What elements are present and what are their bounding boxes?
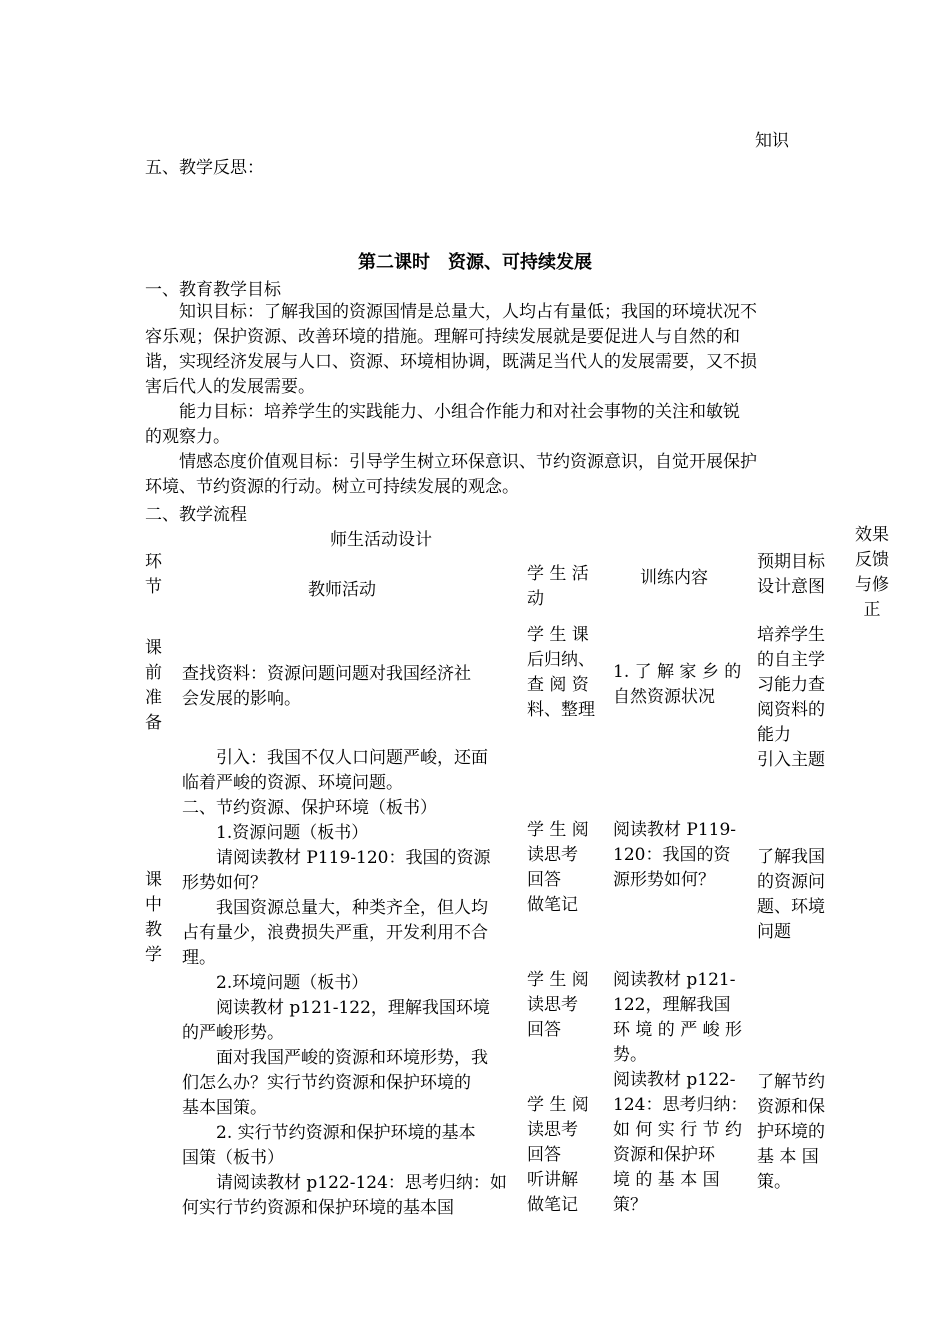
- student-line: 回答: [527, 1145, 561, 1165]
- student-line: 回答: [527, 870, 561, 890]
- stage-char: 中: [145, 895, 162, 915]
- training-line: 境 的 基 本 国: [613, 1170, 720, 1190]
- training-line: 阅读教材 p122-: [613, 1070, 736, 1090]
- in-class-student-a: [527, 818, 589, 918]
- stage-header-char: 节: [145, 577, 162, 597]
- student-line: 做笔记: [527, 1195, 578, 1215]
- teacher-line: 的严峻形势。: [182, 1023, 284, 1043]
- intent-header-line: 设计意图: [757, 577, 825, 597]
- intent-line: 的资源问: [757, 872, 825, 892]
- intent-line: 阅资料的: [757, 700, 825, 720]
- intent-line: 习能力查: [757, 675, 825, 695]
- teacher-activity-header: 教师活动: [308, 580, 376, 600]
- stage-char: 准: [145, 688, 162, 708]
- intent-line: 培养学生: [757, 625, 825, 645]
- student-line: 读思考: [527, 1120, 578, 1140]
- feedback-header-line: 正: [863, 600, 881, 620]
- emotion-line: 环境、节约资源的行动。树立可持续发展的观念。: [145, 477, 519, 497]
- intent-line: 了解我国: [757, 847, 825, 867]
- in-class-intent-c: [757, 1070, 825, 1195]
- student-line: 查 阅 资: [527, 675, 589, 695]
- knowledge-line: 害后代人的发展需要。: [145, 377, 315, 397]
- intent-line: 了解节约: [757, 1072, 825, 1092]
- student-line: 学 生 阅: [527, 970, 589, 990]
- intent-header: [757, 550, 825, 600]
- student-line: 学 生 阅: [527, 1095, 589, 1115]
- in-class-training-b: [613, 968, 742, 1068]
- training-line: 资源和保护环: [613, 1145, 715, 1165]
- training-line: 策？: [613, 1195, 647, 1215]
- training-line: 势。: [613, 1045, 647, 1065]
- teacher-line: 我国资源总量大，种类齐全，但人均: [182, 898, 488, 918]
- teacher-line: 阅读教材 p121-122，理解我国环境: [182, 998, 490, 1018]
- intent-line: 的自主学: [757, 650, 825, 670]
- intent-header-line: 预期目标: [757, 552, 825, 572]
- ability-objective: [145, 400, 740, 450]
- stage-char: 学: [145, 945, 162, 965]
- emotion-line: 情感态度价值观目标：引导学生树立环保意识、节约资源意识，自觉开展保护: [179, 452, 757, 472]
- teacher-line: 临着严峻的资源、环境问题。: [182, 773, 403, 793]
- stage-header-char: 环: [145, 552, 162, 572]
- activity-design-header: 师生活动设计: [330, 530, 432, 550]
- teacher-line: 国策（板书）: [182, 1148, 284, 1168]
- feedback-header-line: 反馈: [855, 550, 889, 570]
- intent-line: 能力: [757, 725, 791, 745]
- teacher-line: 何实行节约资源和保护环境的基本国: [182, 1198, 454, 1218]
- training-line: 1. 了 解 家 乡 的: [613, 662, 742, 682]
- stage-header: [145, 550, 162, 600]
- student-activity-header: [527, 562, 589, 612]
- section1-heading: 一、教育教学目标: [145, 280, 281, 300]
- in-class-training-a: [613, 818, 736, 893]
- pre-class-student: [527, 623, 595, 723]
- stage-char: 教: [145, 920, 162, 940]
- student-line: 听讲解: [527, 1170, 578, 1190]
- feedback-header-line: 效果: [855, 525, 889, 545]
- student-line: 读思考: [527, 995, 578, 1015]
- knowledge-line: 容乐观；保护资源、改善环境的措施。理解可持续发展就是要促进人与自然的和: [145, 327, 740, 347]
- teacher-line: 2.环境问题（板书）: [182, 973, 369, 993]
- training-line: 122，理解我国: [613, 995, 731, 1015]
- teacher-line: 二、节约资源、保护环境（板书）: [182, 798, 437, 818]
- stage-char: 课: [145, 870, 162, 890]
- student-line: 料、整理: [527, 700, 595, 720]
- knowledge-line: 知识目标：了解我国的资源国情是总量大，人均占有量低；我国的环境状况不: [179, 302, 757, 322]
- reflection-heading: 五、教学反思：: [145, 158, 264, 178]
- training-line: 阅读教材 P119-: [613, 820, 737, 840]
- intent-line: 引入主题: [757, 750, 825, 770]
- stage-char: 课: [145, 638, 162, 658]
- teacher-line: 占有量少，浪费损失严重，开发利用不合: [182, 923, 488, 943]
- lesson-title: 第二课时 资源、可持续发展: [358, 252, 592, 273]
- pre-class-intent: [757, 623, 825, 773]
- stage-char: 前: [145, 663, 162, 683]
- ability-line: 能力目标：培养学生的实践能力、小组合作能力和对社会事物的关注和敏锐: [179, 402, 740, 422]
- intent-line: 资源和保: [757, 1097, 825, 1117]
- teacher-line: 形势如何？: [182, 873, 267, 893]
- ability-line: 的观察力。: [145, 427, 230, 447]
- teacher-line: 1.资源问题（板书）: [182, 823, 369, 843]
- student-header-line: 动: [527, 589, 544, 609]
- training-line: 自然资源状况: [613, 687, 715, 707]
- teacher-line: 基本国策。: [182, 1098, 267, 1118]
- feedback-header: [850, 523, 894, 623]
- knowledge-objective: [145, 300, 757, 400]
- training-line: 环 境 的 严 峻 形: [613, 1020, 743, 1040]
- in-class-student-c: [527, 1093, 589, 1218]
- student-header-line: 学 生 活: [527, 564, 589, 584]
- intent-line: 基 本 国: [757, 1147, 819, 1167]
- intent-line: 问题: [757, 922, 791, 942]
- intent-line: 题、环境: [757, 897, 825, 917]
- student-line: 学 生 阅: [527, 820, 589, 840]
- teacher-line: 面对我国严峻的资源和环境形势，我: [182, 1048, 488, 1068]
- feedback-header-line: 与修: [855, 575, 889, 595]
- pre-class-stage: [145, 636, 162, 736]
- pre-class-training: [613, 660, 741, 710]
- student-line: 后归纳、: [527, 650, 595, 670]
- training-line: 124：思考归纳：: [613, 1095, 748, 1115]
- teacher-line: 引入：我国不仅人口问题严峻，还面: [182, 748, 488, 768]
- teacher-line: 理。: [182, 948, 216, 968]
- teacher-line: 会发展的影响。: [182, 689, 301, 709]
- teacher-line: 2. 实行节约资源和保护环境的基本: [182, 1123, 476, 1143]
- in-class-student-b: [527, 968, 589, 1043]
- intent-line: 护环境的: [757, 1122, 825, 1142]
- in-class-teacher: [182, 746, 507, 1221]
- training-line: 阅读教材 p121-: [613, 970, 736, 990]
- teacher-line: 查找资料：资源问题问题对我国经济社: [182, 664, 471, 684]
- student-line: 读思考: [527, 845, 578, 865]
- student-line: 回答: [527, 1020, 561, 1040]
- section2-heading: 二、教学流程: [145, 505, 247, 525]
- pre-class-teacher: [182, 662, 471, 712]
- student-line: 学 生 课: [527, 625, 589, 645]
- student-line: 做笔记: [527, 895, 578, 915]
- emotion-objective: [145, 450, 757, 500]
- stage-char: 备: [145, 713, 162, 733]
- teacher-line: 请阅读教材 p122-124：思考归纳：如: [182, 1173, 507, 1193]
- training-line: 120：我国的资: [613, 845, 731, 865]
- intent-line: 策。: [757, 1172, 791, 1192]
- in-class-stage: [145, 868, 162, 968]
- in-class-training-c: [613, 1068, 747, 1218]
- training-content-header: 训练内容: [640, 568, 708, 588]
- training-line: 如 何 实 行 节 约: [613, 1120, 743, 1140]
- in-class-intent-a: [757, 845, 825, 945]
- top-right-word: 知识: [755, 131, 789, 151]
- knowledge-line: 谐，实现经济发展与人口、资源、环境相协调，既满足当代人的发展需要，又不损: [145, 352, 757, 372]
- teacher-line: 们怎么办？实行节约资源和保护环境的: [182, 1073, 471, 1093]
- training-line: 源形势如何？: [613, 870, 715, 890]
- teacher-line: 请阅读教材 P119-120：我国的资源: [182, 848, 491, 868]
